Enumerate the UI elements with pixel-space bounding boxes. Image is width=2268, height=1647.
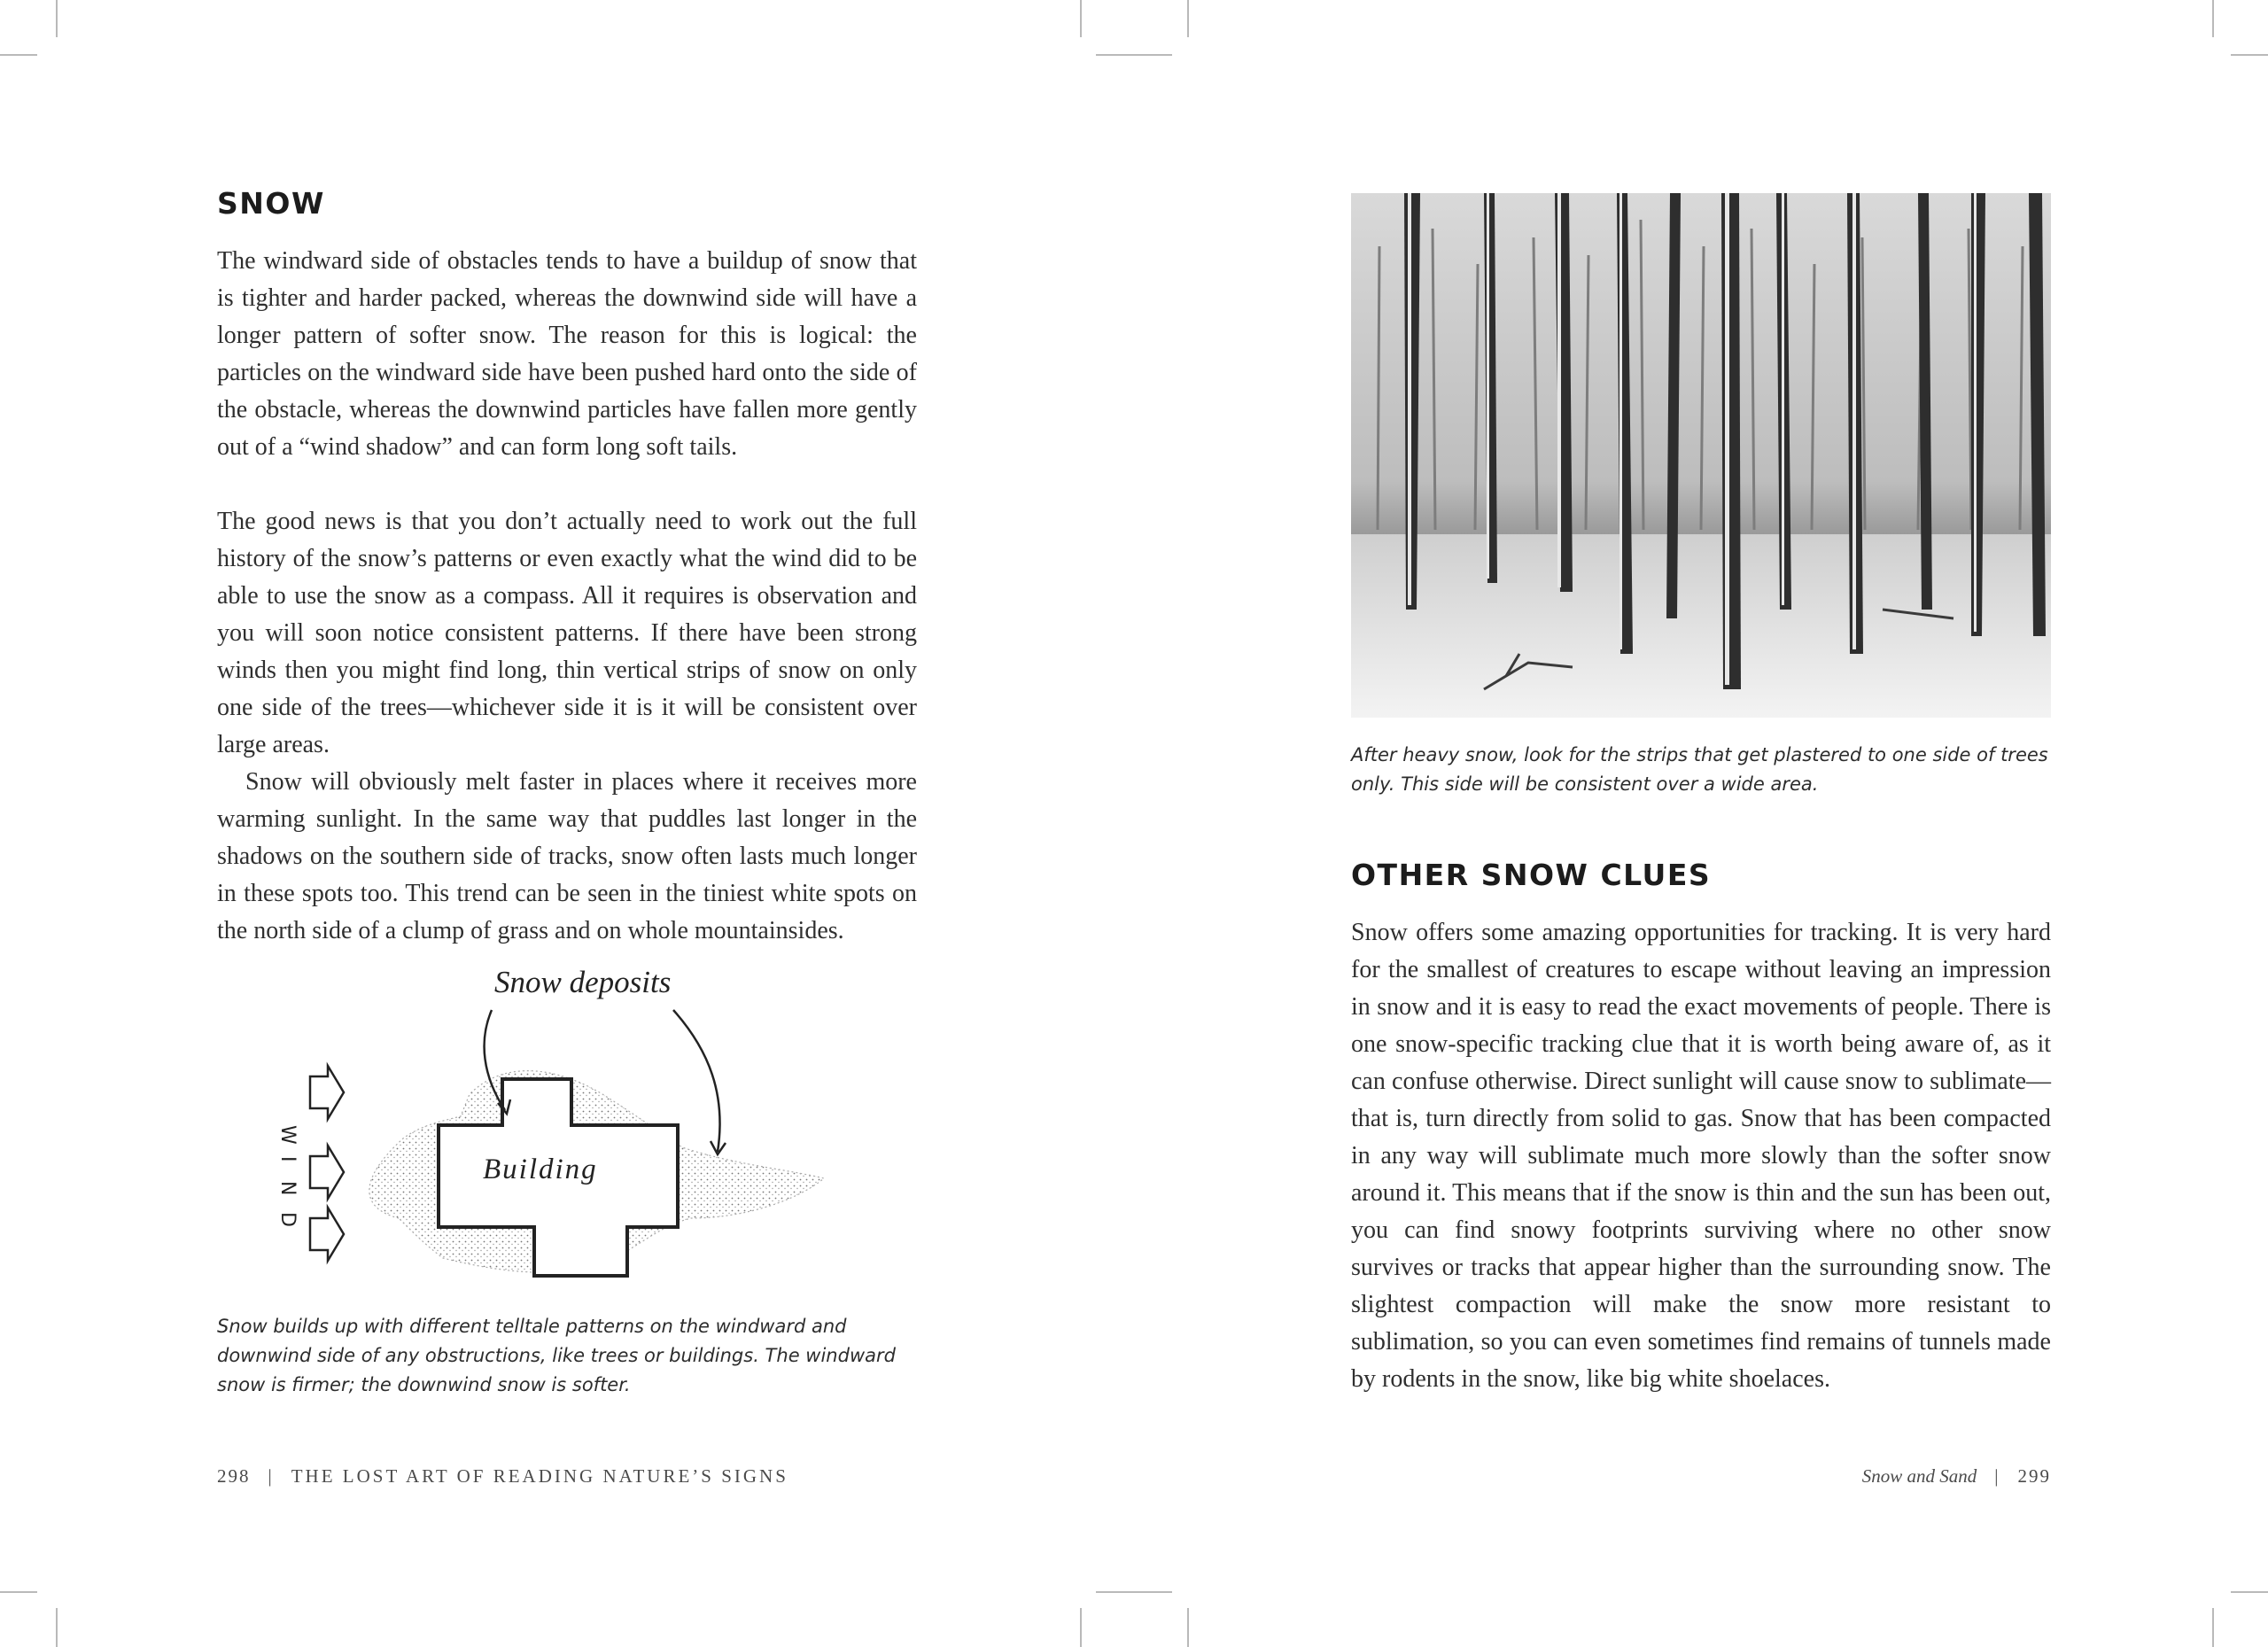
paragraph: The good news is that you don’t actually need to work out the full history of the snow’s patterns or even exactly what the wind did to be able to use the snow as a compass. All it requires is observation and you will soon notice consistent patterns. If there have been strong winds then you might find long, thin vertical strips of snow on only one side of the trees—whichever side it is it will be consistent over large areas. (217, 508, 917, 758)
wind-letter: I (276, 1156, 299, 1162)
diagram-label-building: Building (483, 1154, 598, 1185)
other-snow-clues-body-text (1351, 914, 2051, 1398)
snowy-forest-photo (1351, 193, 2051, 718)
running-title: THE LOST ART OF READING NATURE’S SIGNS (291, 1465, 788, 1487)
footer-separator: | (268, 1465, 274, 1487)
wind-arrow-icon (310, 1146, 344, 1199)
footer-left (217, 1465, 788, 1488)
photo-caption: After heavy snow, look for the strips that get plastered to one side of trees only. This side will be consistent over a wide area. (1351, 744, 2048, 795)
wind-letter: N (276, 1181, 299, 1196)
snow-deposit-diagram (266, 961, 850, 1298)
wind-letter: D (276, 1212, 299, 1227)
page-number: 299 (2017, 1465, 2051, 1487)
footer-right (1862, 1465, 2051, 1488)
wind-arrow-icon (310, 1208, 344, 1261)
snow-body-text (217, 243, 917, 950)
diagram-label-snow-deposits: Snow deposits (494, 965, 672, 999)
paragraph: Snow offers some amazing opportunities for tracking. It is very hard for the smallest of creatures to escape without leaving an impression in snow and it is easy to read the exact movements of people. There is one snow-specific tracking clue that it is worth being aware of, as it can confuse otherwise. Direct sunlight will cause snow to sublimate—that is, turn directly from solid to gas. Snow that has been compacted in any way will sublimate much more slowly than the softer snow around it. This means that if the snow is thin and the sun has been out, you can find snowy footprints surviving where no other snow survives or tracks that appear higher than the surrounding snow. The slightest compaction will make the snow more resistant to sublimation, so you can even sometimes find remains of tunnels made by rodents in the snow, like big white shoelaces. (1351, 919, 2051, 1393)
footer-separator: | (1994, 1465, 2000, 1487)
wind-arrow-icon (310, 1066, 344, 1119)
diagram-caption: Snow builds up with different telltale patterns on the windward and downwind side of any obstructions, like trees or buildings. The windward snow is firmer; the downwind snow is softer. (217, 1316, 896, 1395)
section-heading-snow: SNOW (217, 186, 325, 221)
right-page (1134, 0, 2268, 1647)
page-number: 298 (217, 1465, 251, 1487)
wind-letter: W (276, 1125, 299, 1145)
paragraph: Snow will obviously melt faster in places where it receives more warming sunlight. In the same way that puddles last longer in the shadows on the southern side of tracks, snow often lasts much longer in these spots too. This trend can be seen in the tiniest white spots on the north side of a clump of grass and on whole mountainsides. (217, 768, 917, 944)
section-title: Snow and Sand (1861, 1465, 1977, 1487)
paragraph: The windward side of obstacles tends to have a buildup of snow that is tighter and harder packed, whereas the downwind side will have a longer pattern of softer snow. The reason for this is logical: the particles on the windward side have been pushed hard onto the side of the obstacle, whereas the downwind particles have fallen more gently out of a “wind shadow” and can form long soft tails. (217, 247, 917, 461)
section-heading-other-snow-clues: OTHER SNOW CLUES (1351, 858, 1712, 892)
